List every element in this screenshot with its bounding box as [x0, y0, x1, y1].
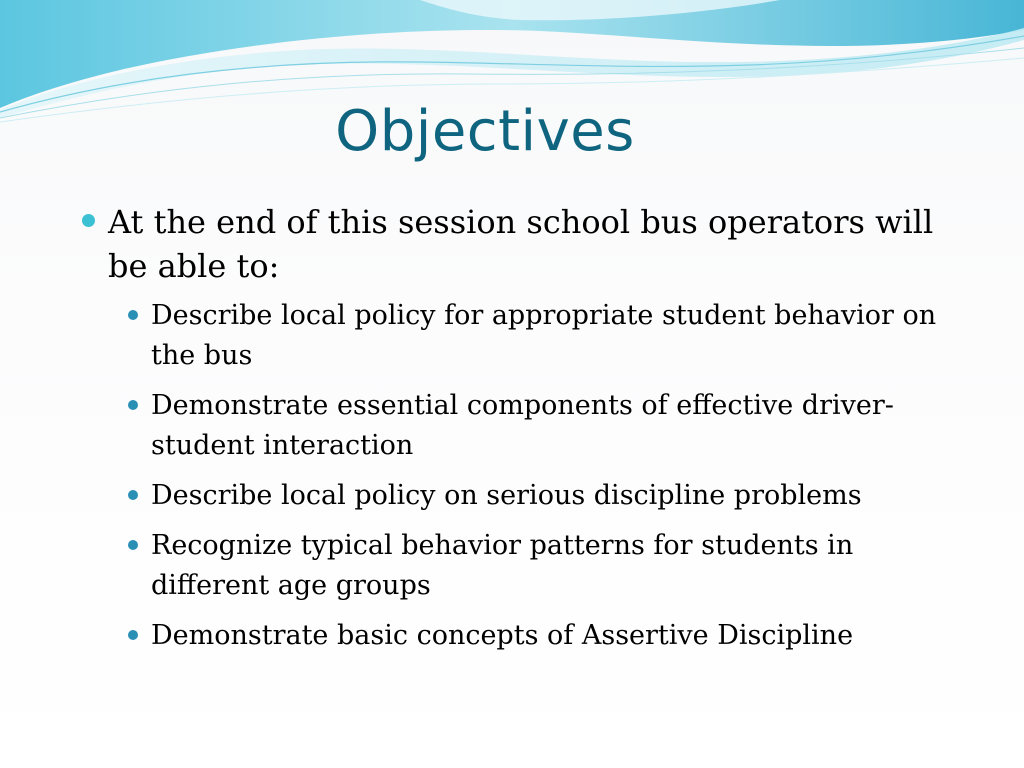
sub-bullet-text: Demonstrate basic concepts of Assertive Discipline [151, 620, 854, 651]
bullet-dot-icon [128, 540, 138, 550]
sub-bullet-list [80, 296, 940, 656]
bullet-dot-icon [128, 490, 138, 500]
sub-bullet [126, 386, 940, 466]
slide-title [0, 92, 1024, 172]
sub-bullet-text: Describe local policy for appropriate student behavior on the bus [151, 300, 937, 371]
bullet-dot-icon [128, 630, 138, 640]
sub-bullet [126, 616, 940, 656]
sub-bullet-text: Demonstrate essential components of effective driver-student interaction [151, 390, 894, 461]
sub-bullet [126, 476, 940, 516]
sub-bullet [126, 296, 940, 376]
sub-bullet-text: Describe local policy on serious discipline problems [151, 480, 862, 511]
bullet-dot-icon [128, 400, 138, 410]
slide-title-text: Objectives [335, 99, 635, 164]
bullet-list [80, 200, 940, 666]
main-bullet [80, 200, 940, 288]
bullet-dot-icon [82, 214, 95, 227]
sub-bullet [126, 526, 940, 606]
bullet-dot-icon [128, 310, 138, 320]
sub-bullet-text: Recognize typical behavior patterns for students in different age groups [151, 530, 854, 601]
main-bullet-text: At the end of this session school bus operators will be able to: [108, 203, 934, 285]
